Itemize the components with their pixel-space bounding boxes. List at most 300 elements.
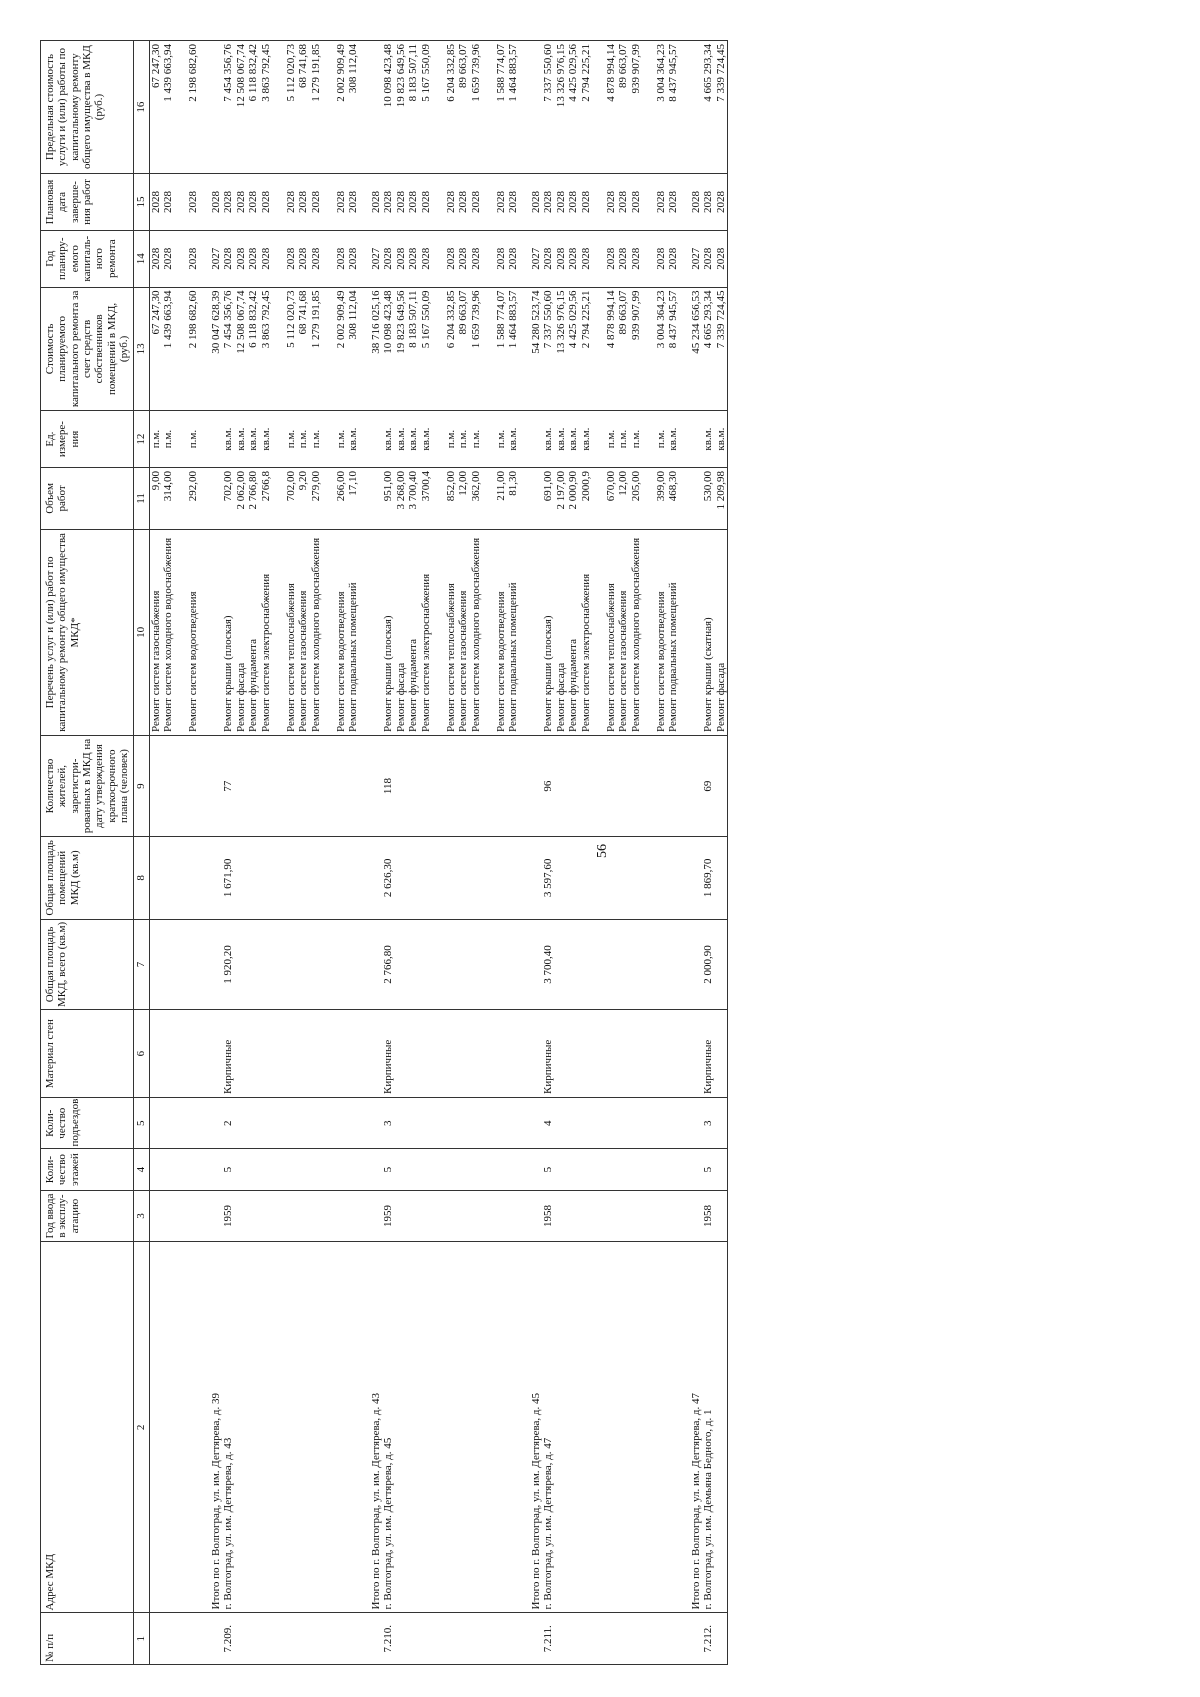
table-cell: [149, 1010, 200, 1098]
table-cell: [680, 919, 728, 1010]
total-cost: 38 716 025,16: [369, 290, 382, 354]
house-area_rooms: 1 869,70: [702, 858, 714, 898]
blank-line: [210, 471, 223, 526]
table-cell: [360, 174, 520, 231]
table-cell: [149, 529, 200, 735]
house-area_rooms: 1 671,90: [222, 858, 234, 898]
work-cost: 19 823 649,56: [394, 290, 407, 354]
work-unit: п.м.: [494, 429, 507, 449]
house-year: 1958: [542, 1205, 554, 1227]
table-cell: [520, 1613, 680, 1665]
work-name: Ремонт систем водоотведения: [334, 591, 347, 733]
table-cell: [200, 287, 360, 411]
work-unit: кв.м.: [234, 427, 247, 451]
work-year: 2028: [604, 247, 617, 270]
work-limit: 3 863 792,45: [259, 44, 272, 102]
work-name: Ремонт крыши (плоская): [382, 615, 394, 733]
blank-line: [690, 471, 703, 526]
work-volume: 314,00: [162, 470, 174, 502]
work-limit: 12 508 067,74: [234, 44, 247, 108]
work-name: Ремонт фасада: [714, 662, 727, 733]
table-cell: [149, 41, 200, 174]
table-cell: [149, 919, 200, 1010]
work-limit: 2 198 682,60: [187, 44, 199, 102]
work-end: 2028: [247, 190, 259, 213]
house-area_total: 2 766,80: [382, 945, 394, 984]
total-year: 2027: [529, 247, 542, 270]
table-cell: [520, 230, 680, 287]
work-end: 2028: [394, 190, 407, 213]
table-cell: [149, 1190, 200, 1242]
work-cost: 7 339 724,45: [714, 290, 727, 349]
column-number: 11: [134, 467, 149, 529]
work-end: 2028: [334, 190, 347, 213]
house-floors: 5: [702, 1166, 714, 1173]
column-number: 1: [134, 1613, 149, 1665]
table-cell: [149, 736, 200, 837]
work-end: 2028: [149, 190, 162, 213]
work-name: Ремонт фундамента: [567, 638, 579, 733]
work-limit: 89 663,07: [457, 44, 469, 88]
work-volume: 399,00: [654, 470, 667, 502]
work-unit: кв.м.: [542, 427, 554, 451]
work-end: 2028: [667, 190, 679, 213]
work-year: 2028: [629, 247, 642, 270]
work-unit: кв.м.: [419, 427, 432, 451]
work-name: Ремонт систем электроснабжения: [259, 573, 272, 733]
house-material: Кирпичные: [382, 1039, 394, 1094]
total-label: Итого по г. Волгоград, ул. им. Дегтярева, д. 45: [529, 1393, 542, 1610]
work-volume: 702,00: [222, 470, 234, 502]
table-cell: [360, 1242, 520, 1613]
house-residents: 118: [382, 778, 394, 795]
work-unit: кв.м.: [259, 427, 272, 451]
work-year: 2028: [667, 247, 679, 270]
work-volume: 292,00: [187, 470, 199, 502]
work-volume: 2 062,00: [234, 470, 247, 510]
work-cost: 308 112,04: [347, 290, 359, 340]
column-number: 8: [134, 837, 149, 919]
house-area_total: 1 920,20: [222, 945, 234, 984]
work-year: 2028: [554, 247, 567, 270]
work-limit: 308 112,04: [347, 44, 359, 94]
work-unit: кв.м.: [394, 427, 407, 451]
work-unit: п.м.: [284, 429, 297, 449]
total-cost: 30 047 628,39: [209, 290, 222, 354]
column-number: 12: [134, 411, 149, 468]
work-name: Ремонт систем холодного водоснабжения: [309, 537, 322, 733]
work-unit: кв.м.: [702, 427, 714, 451]
work-unit: кв.м.: [247, 427, 259, 451]
work-year: 2028: [714, 247, 727, 270]
table-cell: [360, 837, 520, 919]
work-name: Ремонт систем холодного водоснабжения: [629, 537, 642, 733]
house-floors: 5: [222, 1166, 234, 1173]
work-year: 2028: [187, 247, 199, 270]
rotated-page: [40, 40, 1200, 1665]
work-limit: 2 002 909,49: [334, 44, 347, 102]
table-cell: [520, 736, 680, 837]
work-volume: 211,00: [494, 470, 507, 501]
work-year: 2028: [284, 247, 297, 270]
column-header: Общая площадь помещений МКД (кв.м): [41, 837, 134, 919]
work-unit: п.м.: [162, 429, 174, 449]
column-number: 15: [134, 174, 149, 231]
work-name: Ремонт фасада: [234, 662, 247, 733]
column-number: 13: [134, 287, 149, 411]
work-limit: 4 425 029,56: [567, 44, 579, 102]
work-volume: 362,00: [469, 470, 482, 502]
work-name: Ремонт систем газоснабжения: [297, 590, 309, 733]
work-unit: п.м.: [617, 429, 629, 449]
table-cell: [680, 1242, 728, 1613]
work-name: Ремонт подвальных помещений: [507, 582, 519, 733]
work-name: Ремонт систем теплоснабжения: [604, 583, 617, 733]
column-header: Количество жителей, зарегистри-рованных в МКД на дату утверждения краткосрочного плана (человек): [41, 736, 134, 837]
work-year: 2028: [407, 247, 419, 270]
work-unit: кв.м.: [347, 427, 359, 451]
table-cell: [360, 41, 520, 174]
blank-line: [530, 471, 543, 526]
work-name: Ремонт подвальных помещений: [667, 582, 679, 733]
work-limit: 67 247,30: [149, 44, 162, 88]
total-label: Итого по г. Волгоград, ул. им. Дегтярева, д. 47: [689, 1393, 702, 1610]
column-number: 3: [134, 1190, 149, 1242]
work-name: Ремонт фасада: [394, 662, 407, 733]
work-unit: кв.м.: [407, 427, 419, 451]
table-cell: [360, 287, 520, 411]
house-area_total: 2 000,90: [702, 945, 714, 984]
house-material: Кирпичные: [702, 1039, 714, 1094]
table-cell: [149, 837, 200, 919]
work-limit: 8 183 507,11: [407, 44, 419, 102]
table-cell: [680, 1190, 728, 1242]
table-cell: [680, 41, 728, 174]
work-cost: 7 454 356,76: [222, 290, 234, 349]
work-name: Ремонт систем электроснабжения: [579, 573, 592, 733]
house-year: 1958: [702, 1205, 714, 1227]
work-limit: 1 279 191,85: [309, 44, 322, 102]
table-cell: [680, 837, 728, 919]
table-cell: [680, 174, 728, 231]
table-cell: [149, 1613, 200, 1665]
work-name: Ремонт систем газоснабжения: [149, 590, 162, 733]
capital-repair-table: [40, 40, 728, 1665]
total-end: 2028: [369, 190, 382, 213]
work-cost: 5 112 020,73: [284, 290, 297, 348]
table-row: [520, 41, 680, 1665]
work-end: 2028: [234, 190, 247, 213]
work-name: Ремонт крыши (плоская): [222, 615, 234, 733]
house-area_rooms: 2 626,30: [382, 858, 394, 898]
work-name: Ремонт систем теплоснабжения: [284, 583, 297, 733]
work-year: 2028: [347, 247, 359, 270]
work-year: 2028: [309, 247, 322, 270]
work-year: 2028: [444, 247, 457, 270]
table-cell: [520, 1190, 680, 1242]
work-limit: 13 326 976,15: [554, 44, 567, 108]
work-year: 2028: [542, 247, 554, 270]
work-volume: 2 000,90: [567, 470, 579, 510]
table-cell: [680, 736, 728, 837]
work-limit: 5 167 550,09: [419, 44, 432, 102]
house-floors: 5: [542, 1166, 554, 1173]
column-number: 14: [134, 230, 149, 287]
work-end: 2028: [444, 190, 457, 213]
house-entrances: 3: [382, 1120, 394, 1126]
work-year: 2028: [567, 247, 579, 270]
work-year: 2028: [654, 247, 667, 270]
work-volume: 691,00: [542, 470, 554, 502]
work-cost: 89 663,07: [457, 290, 469, 335]
house-area_rooms: 3 597,60: [542, 858, 554, 898]
table-cell: [680, 1097, 728, 1149]
work-year: 2028: [382, 247, 394, 270]
work-year: 2028: [702, 247, 714, 270]
work-cost: 8 183 507,11: [407, 290, 419, 348]
work-end: 2028: [494, 190, 507, 213]
work-year: 2028: [394, 247, 407, 270]
work-unit: кв.м.: [554, 427, 567, 451]
work-volume: 3700,4: [419, 470, 432, 502]
column-header: Коли-чество подъездов: [41, 1097, 134, 1149]
work-cost: 68 741,68: [297, 290, 309, 335]
work-limit: 1 439 663,94: [162, 44, 174, 102]
column-header: Адрес МКД: [41, 1242, 134, 1613]
work-year: 2028: [507, 247, 519, 270]
table-cell: [200, 1097, 360, 1149]
blank-line: [690, 44, 703, 170]
table-cell: [360, 1097, 520, 1149]
column-header: Предельная стоимость услуги и (или) работы по капитальному ремонту общего имущества в МКД (руб.): [41, 41, 134, 174]
work-volume: 3 700,40: [407, 470, 419, 510]
table-cell: [149, 467, 200, 529]
table-cell: [520, 1010, 680, 1098]
work-end: 2028: [457, 190, 469, 213]
work-unit: п.м.: [309, 429, 322, 449]
work-unit: п.м.: [469, 429, 482, 449]
total-end: 2028: [209, 190, 222, 213]
work-year: 2028: [162, 247, 174, 270]
table-row: [149, 41, 200, 1665]
table-cell: [200, 1613, 360, 1665]
work-unit: кв.м.: [567, 427, 579, 451]
work-end: 2028: [382, 190, 394, 213]
work-cost: 1 588 774,07: [494, 290, 507, 349]
table-cell: [200, 1242, 360, 1613]
work-cost: 6 118 832,42: [247, 290, 259, 348]
work-limit: 1 464 883,57: [507, 44, 519, 102]
work-name: Ремонт крыши (скатная): [702, 617, 714, 733]
table-cell: [200, 467, 360, 529]
house-material: Кирпичные: [222, 1039, 234, 1094]
work-name: Ремонт систем водоотведения: [654, 591, 667, 733]
table-cell: [200, 736, 360, 837]
work-limit: 1 659 739,96: [469, 44, 482, 102]
table-cell: [360, 529, 520, 735]
work-year: 2028: [297, 247, 309, 270]
table-cell: [360, 1149, 520, 1190]
table-cell: [200, 174, 360, 231]
table-cell: [680, 411, 728, 468]
work-cost: 4 878 994,14: [604, 290, 617, 349]
work-name: Ремонт фасада: [554, 662, 567, 733]
work-name: Ремонт систем холодного водоснабжения: [469, 537, 482, 733]
work-unit: п.м.: [334, 429, 347, 449]
blank-line: [210, 44, 223, 170]
row-number: 7.210.: [382, 1624, 394, 1653]
table-cell: [149, 1097, 200, 1149]
blank-line: [210, 533, 223, 732]
address: г. Волгоград, ул. им. Дегтярева, д. 43: [222, 1437, 234, 1610]
work-cost: 7 337 550,60: [542, 290, 554, 349]
work-unit: п.м.: [297, 429, 309, 449]
blank-line: [530, 414, 543, 464]
house-area_total: 3 700,40: [542, 945, 554, 984]
work-unit: п.м.: [457, 429, 469, 449]
work-end: 2028: [654, 190, 667, 213]
work-volume: 1 209,98: [714, 470, 727, 510]
work-year: 2028: [494, 247, 507, 270]
column-header: Год ввода в эксплу-атацию: [41, 1190, 134, 1242]
work-volume: 205,00: [629, 470, 642, 502]
work-cost: 1 659 739,96: [469, 290, 482, 349]
column-header: Коли-чество этажей: [41, 1149, 134, 1190]
table-cell: [200, 837, 360, 919]
work-volume: 279,00: [309, 470, 322, 502]
table-cell: [520, 411, 680, 468]
blank-line: [370, 471, 383, 526]
work-volume: 670,00: [604, 470, 617, 502]
work-year: 2028: [457, 247, 469, 270]
work-limit: 7 337 550,60: [542, 44, 554, 102]
work-limit: 68 741,68: [297, 44, 309, 88]
work-name: Ремонт систем холодного водоснабжения: [162, 537, 174, 733]
work-cost: 13 326 976,15: [554, 290, 567, 354]
table-cell: [149, 230, 200, 287]
house-entrances: 3: [702, 1120, 714, 1126]
table-cell: [360, 1613, 520, 1665]
work-cost: 939 907,99: [629, 290, 642, 341]
blank-line: [210, 414, 223, 464]
work-limit: 4 878 994,14: [604, 44, 617, 102]
total-end: 2028: [689, 190, 702, 213]
work-volume: 951,00: [382, 470, 394, 502]
work-volume: 2000,9: [579, 470, 592, 502]
header-row: [41, 41, 134, 1665]
table-cell: [520, 1097, 680, 1149]
work-end: 2028: [702, 190, 714, 213]
work-volume: 9,00: [149, 470, 162, 491]
work-end: 2028: [714, 190, 727, 213]
work-end: 2028: [419, 190, 432, 213]
column-header: Материал стен: [41, 1010, 134, 1098]
table-cell: [200, 529, 360, 735]
column-header: Плановая дата заверше-ния работ: [41, 174, 134, 231]
work-cost: 4 425 029,56: [567, 290, 579, 349]
work-volume: 12,00: [457, 470, 469, 496]
work-end: 2028: [309, 190, 322, 213]
blank-line: [690, 533, 703, 732]
table-cell: [520, 467, 680, 529]
work-cost: 2 198 682,60: [187, 290, 199, 349]
work-end: 2028: [297, 190, 309, 213]
work-name: Ремонт систем теплоснабжения: [444, 583, 457, 733]
work-year: 2028: [247, 247, 259, 270]
work-end: 2028: [284, 190, 297, 213]
house-year: 1959: [382, 1205, 394, 1227]
table-cell: [680, 1010, 728, 1098]
work-limit: 19 823 649,56: [394, 44, 407, 108]
table-cell: [360, 1190, 520, 1242]
table-cell: [200, 411, 360, 468]
total-end: 2028: [529, 190, 542, 213]
total-year: 2027: [689, 247, 702, 270]
work-limit: 89 663,07: [617, 44, 629, 88]
work-cost: 1 279 191,85: [309, 290, 322, 349]
address: г. Волгоград, ул. им. Дегтярева, д. 47: [542, 1437, 554, 1610]
work-cost: 4 665 293,34: [702, 290, 714, 349]
table-cell: [520, 919, 680, 1010]
work-volume: 12,00: [617, 470, 629, 496]
blank-line: [370, 414, 383, 464]
column-number: 16: [134, 41, 149, 174]
table-cell: [520, 529, 680, 735]
table-cell: [149, 174, 200, 231]
work-unit: п.м.: [187, 429, 199, 449]
table-row: [680, 41, 728, 1665]
work-end: 2028: [604, 190, 617, 213]
table-cell: [520, 837, 680, 919]
work-volume: 9,20: [297, 470, 309, 491]
house-year: 1959: [222, 1205, 234, 1227]
table-cell: [360, 467, 520, 529]
table-row: [200, 41, 360, 1665]
row-number: 7.209.: [222, 1624, 234, 1653]
work-end: 2028: [507, 190, 519, 213]
table-cell: [360, 919, 520, 1010]
house-material: Кирпичные: [542, 1039, 554, 1094]
table-cell: [360, 736, 520, 837]
work-limit: 7 339 724,45: [714, 44, 727, 102]
table-cell: [680, 287, 728, 411]
work-volume: 3 268,00: [394, 470, 407, 510]
column-header: Стоимость планируемого капитального ремонта за счет средств собственников помещений в МКД, (руб.): [41, 287, 134, 411]
column-number: 4: [134, 1149, 149, 1190]
address: г. Волгоград, ул. им. Дегтярева, д. 45: [382, 1437, 394, 1610]
work-end: 2028: [407, 190, 419, 213]
address: г. Волгоград, ул. им. Демьяна Бедного, д. 1: [702, 1409, 714, 1610]
work-year: 2028: [334, 247, 347, 270]
house-floors: 5: [382, 1166, 394, 1173]
work-cost: 89 663,07: [617, 290, 629, 335]
work-limit: 7 454 356,76: [222, 44, 234, 102]
work-name: Ремонт систем электроснабжения: [419, 573, 432, 733]
work-unit: п.м.: [444, 429, 457, 449]
work-name: Ремонт крыши (плоская): [542, 615, 554, 733]
work-unit: кв.м.: [382, 427, 394, 451]
table-cell: [200, 41, 360, 174]
work-year: 2028: [579, 247, 592, 270]
column-number: 9: [134, 736, 149, 837]
table-cell: [360, 1010, 520, 1098]
work-cost: 2 794 225,21: [579, 290, 592, 349]
work-end: 2028: [617, 190, 629, 213]
work-cost: 6 204 332,85: [444, 290, 457, 349]
total-cost: 54 280 523,74: [529, 290, 542, 354]
table-cell: [200, 1190, 360, 1242]
table-cell: [149, 411, 200, 468]
